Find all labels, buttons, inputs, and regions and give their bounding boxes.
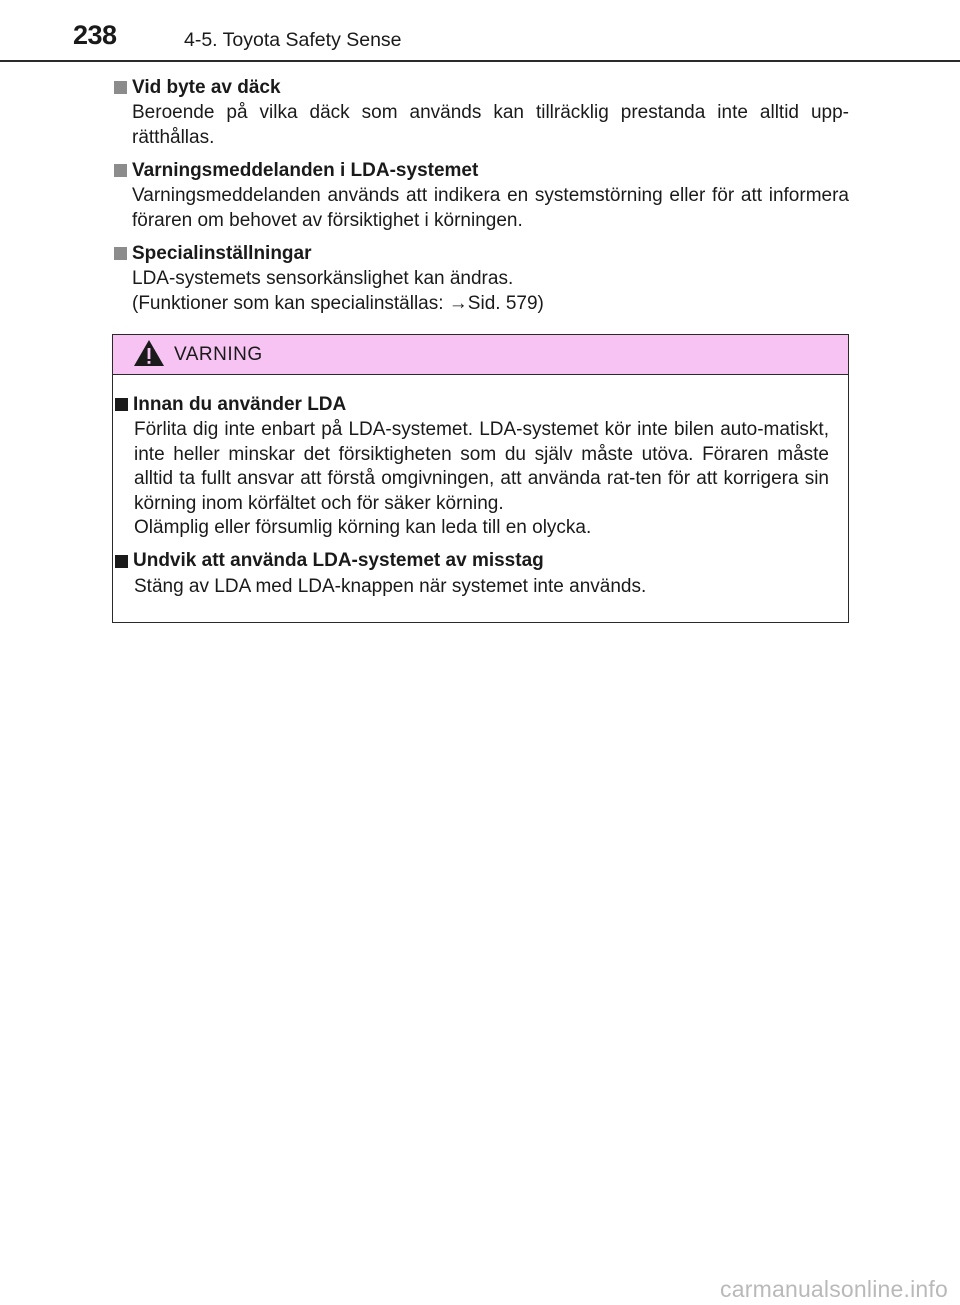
square-bullet-icon xyxy=(115,398,128,411)
square-bullet-icon xyxy=(115,555,128,568)
warning-item-avoid-mistake xyxy=(113,548,829,600)
section-warning-messages xyxy=(112,157,849,233)
header-divider xyxy=(0,60,960,62)
page-reference-link[interactable]: (Funktioner som kan specialinställas: →Sid. 579) xyxy=(132,292,544,314)
section-heading: Vid byte av däck xyxy=(132,76,281,98)
warning-item-text: Förlita dig inte enbart på LDA-systemet. LDA-systemet kör inte bilen auto-matiskt, inte heller minskar det försiktigheten som du själv måste utöva. Föraren måste alltid ta fullt ansvar att förstå omgivningen, att använda rat-ten för att korrigera sin körning inom körfältet och för säker körning. xyxy=(134,419,829,514)
page-number: 238 xyxy=(73,20,117,50)
square-bullet-icon xyxy=(114,164,127,177)
section-text: LDA-systemets sensorkänslighet kan ändras. xyxy=(132,268,514,289)
section-tire-change xyxy=(112,74,849,150)
warning-triangle-icon xyxy=(133,339,165,367)
warning-header xyxy=(113,335,848,375)
watermark: carmanualsonline.info xyxy=(720,1276,948,1302)
warning-label: VARNING xyxy=(174,344,263,365)
section-text: Beroende på vilka däck som används kan tillräcklig prestanda inte alltid upp-rätthållas. xyxy=(132,102,849,148)
section-heading: Specialinställningar xyxy=(132,242,312,264)
warning-item-heading: Undvik att använda LDA-systemet av misstag xyxy=(133,550,544,571)
section-title: 4-5. Toyota Safety Sense xyxy=(184,29,402,51)
warning-item-heading: Innan du använder LDA xyxy=(133,393,347,415)
section-text: Varningsmeddelanden används att indikera en systemstörning eller för att informera föraren om behovet av försiktighet i körningen. xyxy=(132,185,849,231)
page-header xyxy=(0,0,960,64)
warning-item-text: Olämplig eller försumlig körning kan leda till en olycka. xyxy=(134,517,592,538)
square-bullet-icon xyxy=(114,247,127,260)
section-heading: Varningsmeddelanden i LDA-systemet xyxy=(132,159,479,181)
warning-item-text: Stäng av LDA med LDA-knappen när systemet inte används. xyxy=(134,575,647,597)
warning-box xyxy=(112,334,849,623)
main-content xyxy=(112,74,849,323)
section-custom-settings xyxy=(112,240,849,316)
square-bullet-icon xyxy=(114,81,127,94)
warning-item-before-use xyxy=(113,391,829,541)
